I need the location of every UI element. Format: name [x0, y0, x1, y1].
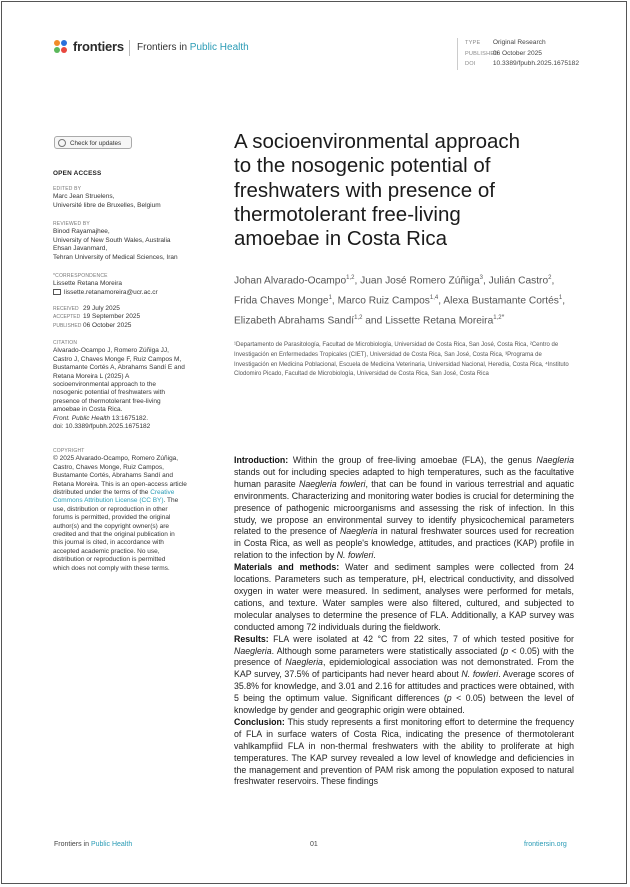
- received-value: 29 July 2025: [83, 305, 120, 312]
- reviewer-affiliation: University of New South Wales, Australia: [53, 236, 171, 244]
- abstract-section: [234, 717, 574, 788]
- article-meta: [457, 38, 579, 70]
- abstract-text: , epidemiological association was not demonstrated. From the KAP survey, 37.5% of participants had never heard about: [234, 657, 574, 680]
- update-check-icon: [58, 139, 66, 147]
- abstract-text: in natural freshwater sources used for recreation in Costa Rica, as well as people's knowledge, attitudes, and practices (KAP) profile in relation to the infection by: [234, 526, 574, 561]
- copyright-line: Retana Moreira. This is an open-access article: [53, 480, 187, 488]
- author-separator: ,: [482, 275, 489, 287]
- author-name[interactable]: Lissette Retana Moreira: [385, 315, 494, 327]
- citation-volume: 13:1675182.: [110, 414, 149, 422]
- doi-value[interactable]: 10.3389/fpubh.2025.1675182: [492, 60, 580, 67]
- abstract-text: FLA were isolated at 42 °C from 22 sites, 7 of which tested positive for: [268, 633, 574, 644]
- abstract-italic-term: N. fowleri: [336, 550, 374, 561]
- title-line: to the nosogenic potential of: [234, 154, 491, 178]
- type-label: TYPE: [465, 40, 481, 46]
- footer-journal-prefix: Frontiers in: [54, 841, 91, 848]
- copyright-line: accepted academic practice. No use,: [53, 547, 160, 555]
- abstract-section: [234, 634, 574, 717]
- author-name[interactable]: Alexa Bustamante Cortés: [443, 294, 559, 306]
- abstract-text: stands out for including species adapted to high temperatures, such as the facultative human parasite: [234, 466, 574, 489]
- editor-name: Marc Jean Struelens,: [53, 193, 115, 201]
- copyright-line: author(s) and the copyright owner(s) are: [53, 522, 169, 530]
- email-text: lissette.retanamoreira@ucr.ac.cr: [64, 288, 158, 296]
- abstract-italic-term: p: [503, 645, 509, 656]
- author-affiliation-ref: 1,2: [354, 315, 363, 322]
- abstract-italic-term: Naegleria fowleri: [298, 478, 366, 489]
- received-label: RECEIVED: [53, 306, 79, 312]
- footer-journal-name: Public Health: [90, 841, 133, 848]
- copyright-line: Castro, Chaves Monge, Ruiz Campos,: [53, 463, 164, 471]
- abstract-text: < 0.05) with the presence of: [234, 645, 574, 668]
- copyright-line: credited and that the original publication in: [53, 531, 175, 539]
- header-divider: [129, 40, 130, 56]
- footer-journal: [54, 841, 132, 848]
- title-line: amoebae in Costa Rica: [234, 227, 448, 251]
- author-name[interactable]: Frida Chaves Monge: [234, 294, 329, 306]
- citation: [53, 339, 213, 431]
- author-separator: ,: [551, 275, 555, 287]
- edited-by-label: EDITED BY: [53, 186, 82, 192]
- abstract-italic-term: Naegleria: [234, 645, 272, 656]
- author-separator: ,: [438, 294, 444, 306]
- copyright-line: use, distribution or reproduction in other: [53, 505, 168, 513]
- author-name[interactable]: Marco Ruiz Campos: [337, 294, 430, 306]
- author-affiliation-ref: 1: [558, 294, 563, 301]
- edited-by: [53, 185, 213, 210]
- copyright: [53, 447, 213, 573]
- citation-journal: Front. Public Health: [53, 414, 111, 422]
- author-name[interactable]: Juan José Romero Zúñiga: [360, 275, 480, 287]
- author-separator: ,: [331, 294, 338, 306]
- brand-name: frontiers: [73, 39, 124, 54]
- citation-line: nosogenic potential of freshwaters with: [53, 389, 166, 397]
- mail-icon: [53, 289, 61, 295]
- correspondence: [53, 272, 213, 297]
- frontiers-logo-icon: [54, 40, 68, 54]
- reviewer-name: Binod Rayamajhee,: [53, 228, 110, 236]
- article-title: [234, 130, 574, 251]
- license-link[interactable]: Creative: [150, 489, 175, 497]
- citation-line: presence of thermotolerant free-living: [53, 397, 161, 405]
- correspondence-email[interactable]: [53, 289, 213, 297]
- citation-line: socioenvironmental approach to the: [53, 381, 156, 389]
- reviewer-name: Ehsan Javanmard,: [53, 245, 108, 253]
- type-value: Original Research: [492, 39, 546, 46]
- author-separator: ,: [562, 294, 566, 306]
- correspondence-name: Lissette Retana Moreira: [53, 280, 123, 288]
- abstract-italic-term: N. fowleri: [461, 669, 499, 680]
- citation-line: Castro J, Chaves Monge F, Ruiz Campos M,: [53, 355, 182, 363]
- author-name[interactable]: Johan Alvarado-Ocampo: [234, 275, 347, 287]
- citation-line: amoebae in Costa Rica.: [53, 406, 123, 414]
- abstract-italic-term: Naegleria: [339, 526, 378, 537]
- author-affiliation-ref: 1,2: [346, 275, 355, 281]
- published-value: 06 October 2025: [83, 321, 132, 329]
- reviewed-by: [53, 220, 213, 262]
- footer-site-link[interactable]: frontiersin.org: [524, 841, 567, 848]
- citation-doi[interactable]: doi: 10.3389/fpubh.2025.1675182: [53, 423, 151, 431]
- abstract-text: Water and sediment samples were collected from 24 locations. Parameters such as temperature, pH, electrical conductivity, and dissolved oxygen in water were measured. In sediment, analyses were performed for metals, cations, and texture. Water samples were also filtered, cultured, and subjected to molecular analyses to determine the presence of FLA. Additionally, a KAP survey was conducted among 72 individuals during the fieldwork.: [234, 562, 574, 632]
- abstract-italic-term: p: [446, 693, 452, 704]
- author-name[interactable]: Elizabeth Abrahams Sandí: [234, 315, 355, 327]
- published-label: PUBLISHED: [465, 50, 499, 57]
- author-affiliation-ref: 1: [328, 294, 332, 301]
- reviewed-by-label: REVIEWED BY: [53, 221, 90, 227]
- license-link[interactable]: Commons Attribution License (CC BY): [53, 497, 164, 505]
- abstract-text: . Average scores of 35.8% for knowledge, and 3.01 and 2.16 for attitudes and practices were obtained, with 5 being the optimum value. Significant differences (: [234, 669, 574, 704]
- copyright-line: distribution or reproduction is permitted: [53, 556, 166, 564]
- author-affiliation-ref: 2: [548, 275, 552, 281]
- abstract-section: [234, 562, 574, 633]
- journal-name[interactable]: [137, 42, 249, 53]
- check-for-updates-button[interactable]: [54, 136, 132, 149]
- journal-title: Public Health: [189, 42, 249, 53]
- copyright-line: © 2025 Alvarado-Ocampo, Romero Zúñiga,: [53, 455, 179, 463]
- check-updates-label: Check for updates: [70, 140, 122, 147]
- abstract-italic-term: Naegleria: [285, 657, 323, 668]
- author-name[interactable]: Julián Castro: [488, 275, 549, 287]
- copyright-line: distributed under the terms of the: [53, 489, 151, 497]
- published-label: PUBLISHED: [53, 322, 82, 329]
- abstract-heading: Introduction:: [234, 455, 289, 465]
- author-affiliation-ref: 1,2: [493, 315, 502, 322]
- citation-line: Alvarado-Ocampo J, Romero Zúñiga JJ,: [53, 347, 169, 355]
- abstract-italic-term: Naegleria: [536, 455, 574, 465]
- abstract-heading: Materials and methods:: [234, 562, 340, 573]
- frontiers-logo[interactable]: [54, 39, 124, 54]
- published-value: 06 October 2025: [492, 49, 542, 57]
- dates: [53, 305, 213, 330]
- abstract-text: . Although some parameters were statistically associated (: [271, 645, 504, 656]
- title-line: thermotolerant free-living: [234, 202, 461, 226]
- abstract-text: This study represents a first monitoring effort to determine the frequency of FLA in surface waters of Costa Rica, indicating the presence of thermotolerant vahlkampfiid FLA in non-thermal freshwaters with the ability to proliferate at high temperatures. The KAP survey revealed a low level of knowledge and deficiencies in the management and prevention of PAM risk among the population exposed to natural freshwater reservoirs. These findings: [234, 716, 574, 787]
- author-separator: ,: [354, 275, 361, 287]
- citation-line: Bustamante Cortés A, Abrahams Sandí E and: [53, 364, 185, 372]
- doi-label: DOI: [465, 61, 476, 67]
- abstract-text: < 0.05) between the level of knowledge by gender and geographic origin were obtained.: [234, 693, 574, 716]
- page-number: 01: [310, 841, 318, 848]
- affiliations: ¹Departamento de Parasitología, Facultad de Microbiología, Universidad de Costa Rica, San José, Costa Rica, ²Centro de Investigación en Enfermedades Tropicales (CIET), Universidad de Costa Rica, San José, Costa Rica, ³Programa de Investigación en Medicina Poblacional, Escuela de Medicina Veterinaria, Universidad Nacional, Heredia, Costa Rica, ⁴Instituto Clodomiro Picado, Facultad de Microbiología, Universidad de Costa Rica, San José, Costa Rica: [234, 342, 569, 378]
- author-affiliation-ref: 3: [479, 275, 483, 281]
- abstract-text: , that can be found in various terrestrial and aquatic environments. Characterizing and monitoring water bodies is crucial for determining the presence of pathogenic microorganisms and assessing the risk of infection. In this study, we propose an environmental survey to identify physicochemical parameters related to the presence of: [234, 478, 574, 537]
- journal-prefix: Frontiers in: [137, 42, 190, 53]
- editor-affiliation: Université libre de Bruxelles, Belgium: [53, 201, 161, 209]
- author-separator: *: [501, 314, 505, 322]
- accepted-label: ACCEPTED: [53, 314, 81, 321]
- author-separator: and: [362, 315, 386, 327]
- copyright-line: Bustamante Cortés, Abrahams Sandí and: [53, 472, 173, 480]
- title-line: A socioenvironmental approach: [234, 130, 521, 153]
- citation-label: CITATION: [53, 340, 78, 346]
- open-access-label: OPEN ACCESS: [53, 170, 102, 177]
- reviewer-affiliation: Tehran University of Medical Sciences, Iran: [53, 253, 178, 261]
- abstract-heading: Results:: [234, 633, 269, 644]
- copyright-line: forums is permitted, provided the original: [53, 514, 171, 522]
- copyright-line: this journal is cited, in accordance with: [53, 539, 164, 547]
- author-affiliation-ref: 1,4: [429, 294, 439, 301]
- abstract: [234, 455, 574, 788]
- citation-line: Retana Moreira L (2025) A: [53, 372, 130, 380]
- title-line: freshwaters with presence of: [234, 178, 495, 202]
- correspondence-label: *CORRESPONDENCE: [53, 273, 108, 279]
- abstract-heading: Conclusion:: [234, 716, 285, 727]
- abstract-text: Within the group of free-living amoebae (FLA), the genus: [288, 455, 537, 465]
- abstract-text: .: [373, 550, 376, 561]
- copyright-line: . The: [163, 497, 179, 505]
- accepted-value: 19 September 2025: [83, 313, 141, 321]
- copyright-label: COPYRIGHT: [53, 448, 85, 454]
- author-list: [234, 270, 574, 330]
- copyright-line: which does not comply with these terms.: [53, 564, 170, 572]
- abstract-section: [234, 455, 574, 562]
- open-access: [53, 170, 213, 178]
